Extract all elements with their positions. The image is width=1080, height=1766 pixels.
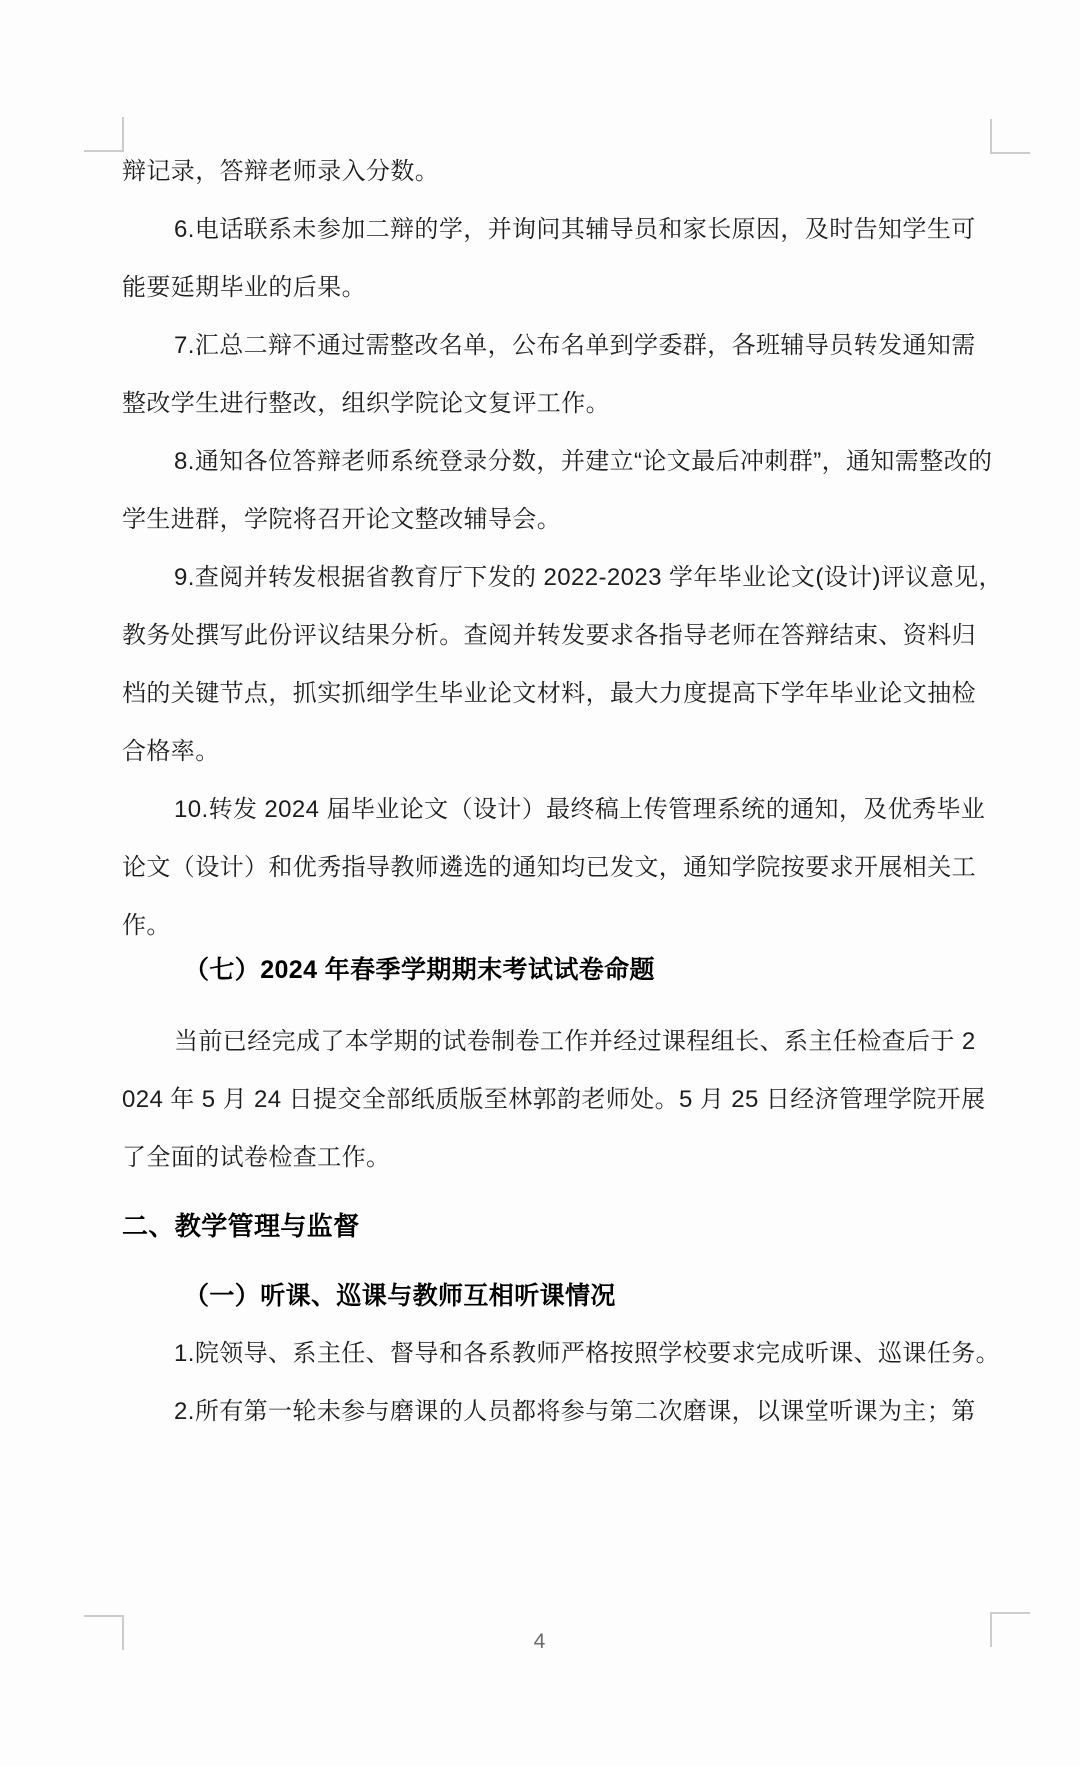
text-line: 整改学生进行整改，组织学院论文复评工作。 (122, 390, 610, 417)
text-line-item-6: 6.电话联系未参加二辩的学，并询问其辅导员和家长原因，及时告知学生可 (174, 216, 976, 243)
heading-section-1: （一）听课、巡课与教师互相听课情况 (184, 1282, 616, 1310)
text-line: 学生进群，学院将召开论文整改辅导会。 (122, 506, 562, 533)
text-line: 辩记录，答辩老师录入分数。 (122, 158, 440, 185)
margin-corner-mark-top-left (84, 117, 124, 152)
text-line: 能要延期毕业的后果。 (122, 274, 366, 301)
document-body (122, 143, 1002, 1441)
heading-section-7: （七）2024 年春季学期期末考试试卷命题 (184, 956, 655, 984)
heading-chapter-2: 二、教学管理与监督 (122, 1211, 360, 1241)
page-number: 4 (533, 1630, 547, 1653)
text-line-item-8: 8.通知各位答辩老师系统登录分数，并建立“论文最后冲刺群”，通知需整改的 (174, 448, 993, 475)
text-line: 了全面的试卷检查工作。 (122, 1144, 391, 1171)
text-line: 作。 (122, 912, 171, 939)
text-line-item-2: 2.所有第一轮未参与磨课的人员都将参与第二次磨课，以课堂听课为主；第 (174, 1398, 976, 1425)
text-line-item-9: 9.查阅并转发根据省教育厅下发的 2022-2023 学年毕业论文(设计)评议意见， (174, 564, 1003, 591)
text-line: 合格率。 (122, 738, 220, 765)
text-line: 教务处撰写此份评议结果分析。查阅并转发要求各指导老师在答辩结束、资料归 (122, 622, 976, 649)
text-line: 论文（设计）和优秀指导教师遴选的通知均已发文，通知学院按要求开展相关工 (122, 854, 976, 881)
text-line-item-1: 1.院领导、系主任、督导和各系教师严格按照学校要求完成听课、巡课任务。 (174, 1340, 1001, 1367)
text-line: 档的关键节点，抓实抓细学生毕业论文材料，最大力度提高下学年毕业论文抽检 (122, 680, 976, 707)
text-line-item-7: 7.汇总二辩不通过需整改名单，公布名单到学委群，各班辅导员转发通知需 (174, 332, 976, 359)
text-line: 024 年 5 月 24 日提交全部纸质版至林郭韵老师处。5 月 25 日经济管理学院开展 (122, 1086, 986, 1113)
text-line: 当前已经完成了本学期的试卷制卷工作并经过课程组长、系主任检查后于 2 (174, 1028, 976, 1055)
text-line-item-10: 10.转发 2024 届毕业论文（设计）最终稿上传管理系统的通知，及优秀毕业 (174, 796, 986, 823)
